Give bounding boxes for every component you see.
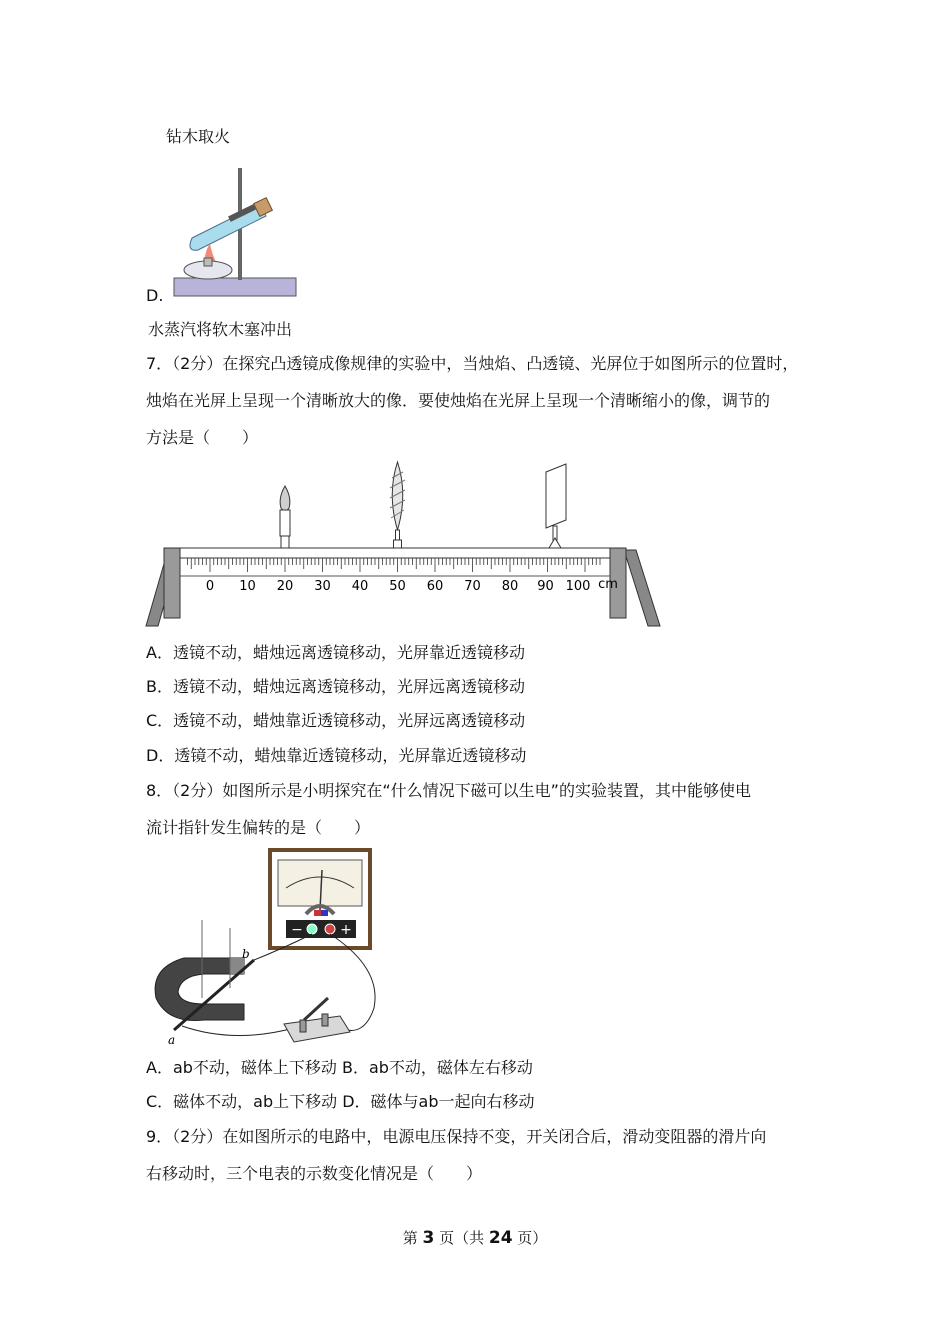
q7-option-b: B．透镜不动，蜡烛远离透镜移动，光屏远离透镜移动 — [146, 677, 525, 696]
q7-stem-line1: 7．（2分）在探究凸透镜成像规律的实验中，当烛焰、凸透镜、光屏位于如图所示的位置时， — [146, 354, 799, 373]
ruler-label: 50 — [389, 579, 406, 594]
ruler-label: 0 — [205, 579, 215, 594]
ruler-label: 100 — [565, 579, 591, 594]
q7-option-d: D．透镜不动，蜡烛靠近透镜移动，光屏靠近透镜移动 — [146, 746, 527, 765]
q8-options-line2: C．磁体不动，ab上下移动 D．磁体与ab一起向右移动 — [146, 1092, 535, 1111]
electromagnetic-induction-figure — [144, 848, 394, 1048]
ruler-label: 30 — [314, 579, 331, 594]
ruler-label: 80 — [501, 579, 519, 594]
knife-switch — [284, 998, 350, 1042]
q8-options-line1: A．ab不动，磁体上下移动 B．ab不动，磁体左右移动 — [146, 1058, 533, 1077]
option-d-label: D. — [146, 286, 164, 305]
stand-base — [174, 278, 296, 296]
page-number: 3 — [422, 1228, 435, 1248]
ruler-label: 90 — [537, 579, 554, 594]
minus-terminal — [307, 924, 317, 934]
right-leg — [624, 550, 660, 626]
ruler-label: 70 — [464, 579, 481, 594]
ruler-label: 40 — [351, 579, 369, 594]
galvanometer — [270, 850, 370, 948]
ruler-label: 20 — [276, 579, 294, 594]
q9-stem-line2: 右移动时，三个电表的示数变化情况是（ ） — [146, 1164, 483, 1183]
q7-option-c: C．透镜不动，蜡烛靠近透镜移动，光屏远离透镜移动 — [146, 711, 526, 730]
option-c-caption: 钻木取火 — [166, 127, 231, 146]
option-d-caption: 水蒸汽将软木塞冲出 — [148, 320, 293, 339]
plus-terminal — [325, 924, 335, 934]
ruler-label: 60 — [426, 579, 444, 594]
minus-terminal-label: − — [291, 922, 303, 938]
horseshoe-magnet — [155, 958, 244, 1021]
q9-stem-line1: 9．（2分）在如图所示的电路中，电源电压保持不变，开关闭合后，滑动变阻器的滑片向 — [146, 1127, 767, 1146]
footer-suffix: 页） — [512, 1229, 548, 1247]
q8-stem-line1: 8．（2分）如图所示是小明探究在“什么情况下磁可以生电”的实验装置，其中能够使电 — [146, 781, 751, 800]
candle-flame — [280, 486, 290, 511]
q7-option-a: A．透镜不动，蜡烛远离透镜移动，光屏靠近透镜移动 — [146, 643, 525, 662]
footer-middle: 页（共 — [434, 1229, 489, 1247]
light-screen — [546, 464, 566, 548]
plus-terminal-label: + — [340, 922, 352, 938]
page-footer — [0, 1227, 950, 1248]
test-tube — [190, 198, 272, 251]
convex-lens — [390, 462, 405, 548]
label-a: a — [168, 1033, 176, 1047]
footer-prefix: 第 — [402, 1229, 423, 1247]
q7-stem-line2: 烛焰在光屏上呈现一个清晰放大的像．要使烛焰在光屏上呈现一个清晰缩小的像，调节的 — [146, 391, 771, 410]
q7-stem-line3: 方法是（ ） — [146, 428, 259, 447]
left-post — [164, 548, 180, 618]
alcohol-lamp-test-tube-figure — [168, 164, 300, 300]
bench-rail — [180, 548, 610, 558]
q8-stem-line2: 流计指针发生偏转的是（ ） — [146, 818, 371, 837]
ruler-label: 10 — [239, 579, 256, 594]
ruler-unit: cm — [598, 577, 618, 592]
total-pages: 24 — [488, 1228, 513, 1248]
ruler-labels — [206, 577, 618, 594]
optical-bench-figure — [140, 458, 670, 634]
candle — [280, 486, 290, 548]
wire — [182, 1026, 294, 1036]
label-b: b — [242, 947, 250, 961]
ruler-ticks — [188, 558, 601, 572]
